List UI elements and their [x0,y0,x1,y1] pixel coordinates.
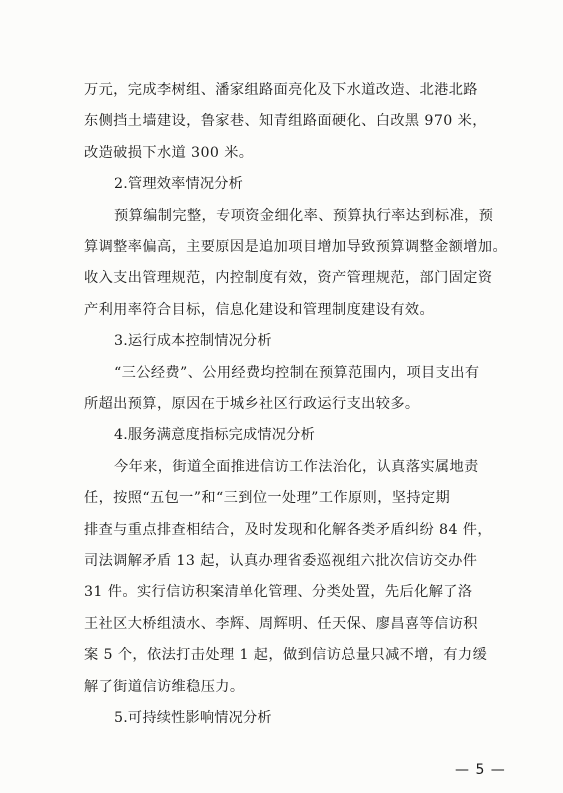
body-line: 所超出预算，原因在于城乡社区行政运行支出较多。 [84,396,420,412]
body-line: 今年来，街道全面推进信访工作法治化，认真落实属地责 [114,459,479,475]
body-line: 解了街道信访维稳压力。 [84,679,245,695]
page-number: — 5 — [455,762,506,778]
body-line: 王社区大桥组渍水、李辉、周辉明、任天保、廖昌喜等信访积 [84,616,478,632]
body-line: 万元，完成李树组、潘家组路面亮化及下水道改造、北港北路 [84,82,478,98]
body-line: 31 件。实行信访积案清单化管理、分类处置，先后化解了洛 [84,584,473,600]
body-line: “三公经费”、公用经费均控制在预算范围内，项目支出有 [114,365,480,381]
body-line: 产利用率符合目标，信息化建设和管理制度建设有效。 [84,302,435,318]
body-line: 案 5 个，依法打击处理 1 起，做到信访总量只减不增，有力缓 [84,647,488,663]
section-heading: 3.运行成本控制情况分析 [114,333,272,349]
body-line: 算调整率偏高，主要原因是追加项目增加导致预算调整金额增加。 [84,239,508,255]
body-line: 任，按照“五包一”和“三到位一处理”工作原则，坚持定期 [84,490,451,506]
section-heading: 4.服务满意度指标完成情况分析 [114,427,315,443]
body-line: 排查与重点排查相结合，及时发现和化解各类矛盾纠纷 84 件， [84,522,492,538]
body-line: 司法调解矛盾 13 起，认真办理省委巡视组六批次信访交办件 [84,553,478,569]
section-heading: 2.管理效率情况分析 [114,176,244,192]
body-line: 收入支出管理规范，内控制度有效，资产管理规范，部门固定资 [84,270,493,286]
body-line: 东侧挡土墙建设，鲁家巷、知青组路面硬化、白改黑 970 米， [84,113,487,129]
body-line: 预算编制完整，专项资金细化率、预算执行率达到标准，预 [114,208,494,224]
body-line: 改造破损下水道 300 米。 [84,145,254,161]
section-heading: 5.可持续性影响情况分析 [114,710,272,726]
